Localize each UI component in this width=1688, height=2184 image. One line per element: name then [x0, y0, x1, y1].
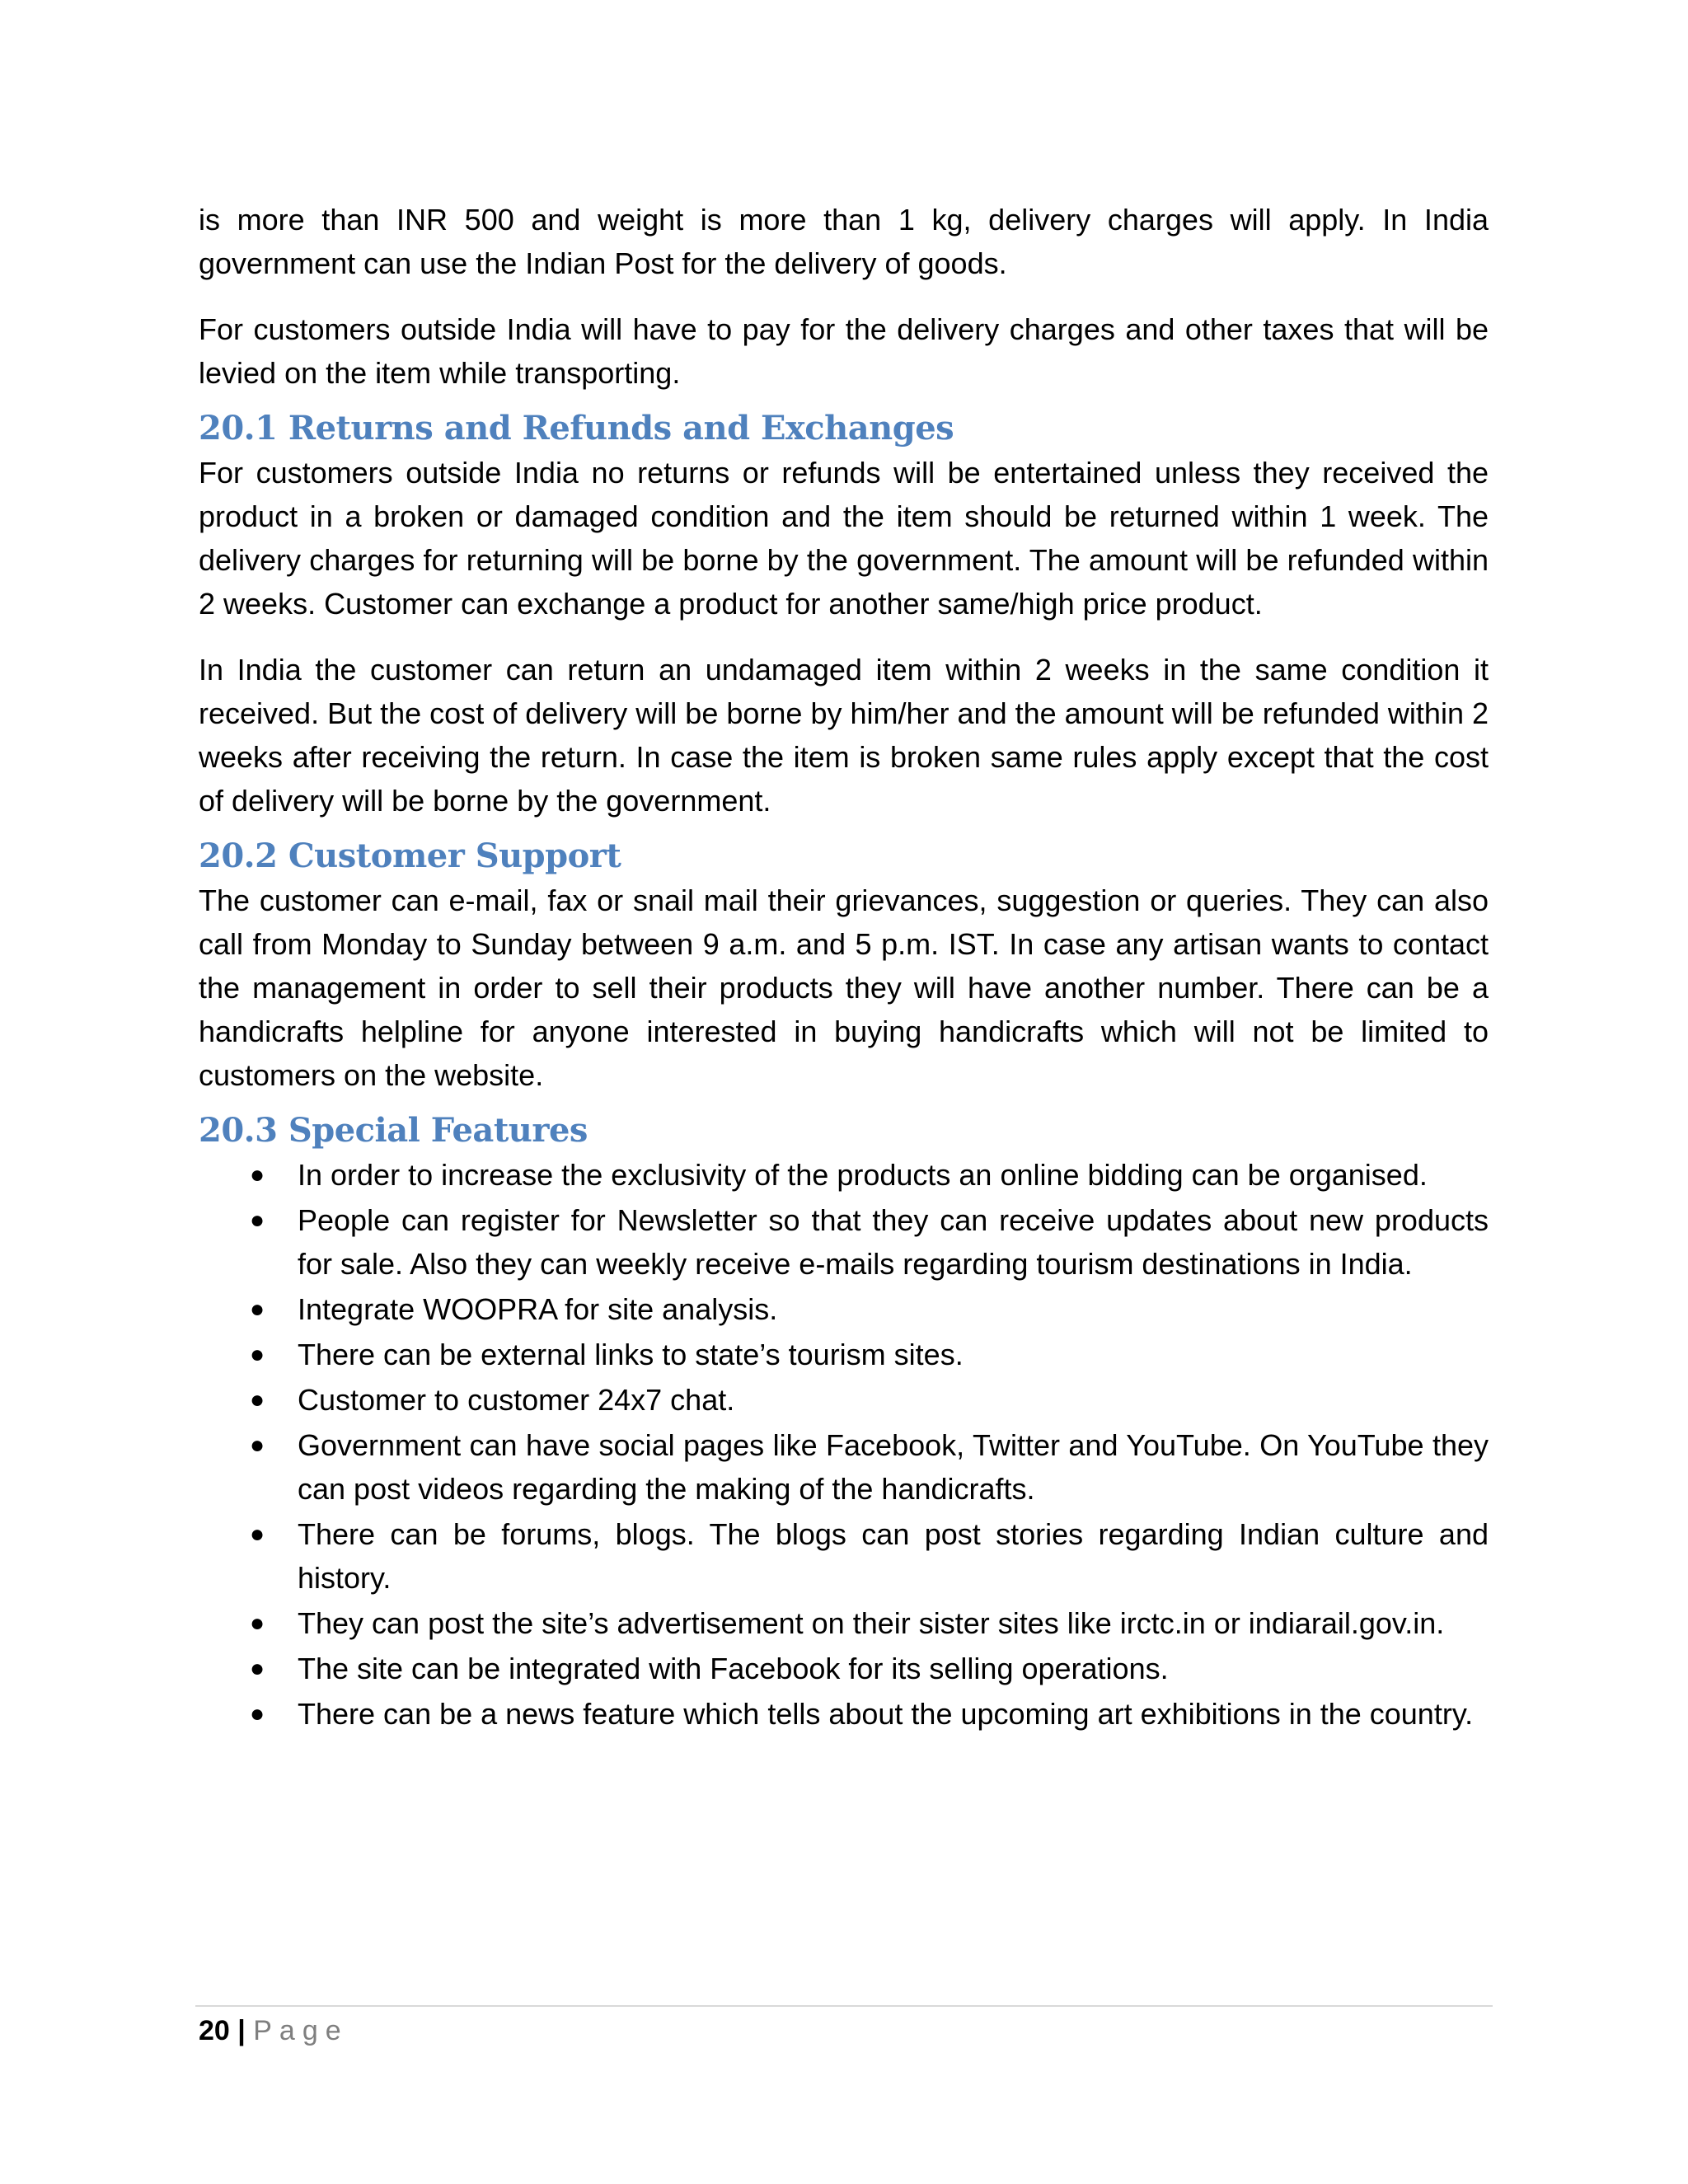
intro-paragraph-1: is more than INR 500 and weight is more than 1 kg, delivery charges will apply. In India government can use the Indian Post for the delivery of goods. — [199, 203, 1489, 280]
support-paragraph-1: The customer can e-mail, fax or snail mail their grievances, suggestion or queries. They can also call from Monday to Sunday between 9 a.m. and 5 p.m. IST. In case any artisan wants to contact the management in order to sell their products they will have another number. There can be a handicrafts helpline for anyone interested in buying handicrafts which will not be limited to customers on the website. — [199, 883, 1489, 1092]
page-footer — [199, 2011, 349, 2050]
bullet-icon: ● — [250, 1700, 265, 1727]
bullet-icon: ● — [250, 1161, 265, 1188]
bullet-icon: ● — [250, 1610, 265, 1637]
list-item — [199, 1153, 1489, 1197]
page-content — [199, 198, 1489, 1737]
section-customer-support — [199, 834, 1489, 1097]
bullet-icon: ● — [250, 1521, 265, 1548]
list-item — [199, 1601, 1489, 1645]
list-item — [199, 1287, 1489, 1331]
footer-separator: | — [237, 2015, 246, 2046]
list-item — [199, 1692, 1489, 1736]
bullet-icon: ● — [250, 1655, 265, 1682]
list-item-text: There can be forums, blogs. The blogs can post stories regarding Indian culture and history. — [298, 1517, 1489, 1595]
list-item — [199, 1423, 1489, 1511]
list-item — [199, 1198, 1489, 1286]
list-item-text: In order to increase the exclusivity of the products an online bidding can be organised. — [298, 1158, 1428, 1192]
bullet-icon: ● — [250, 1341, 265, 1368]
list-item — [199, 1378, 1489, 1422]
list-item-text: There can be a news feature which tells about the upcoming art exhibitions in the country. — [298, 1697, 1474, 1731]
section-returns — [199, 406, 1489, 823]
list-item — [199, 1647, 1489, 1690]
list-item-text: Government can have social pages like Facebook, Twitter and YouTube. On YouTube they can post videos regarding the making of the handicrafts. — [298, 1428, 1489, 1506]
returns-paragraph-2: In India the customer can return an undamaged item within 2 weeks in the same condition it received. But the cost of delivery will be borne by him/her and the amount will be refunded within 2 weeks after receiving the return. In case the item is broken same rules apply except that the cost of delivery will be borne by the government. — [199, 653, 1489, 818]
bullet-icon: ● — [250, 1207, 265, 1234]
section-heading-special-features: 20.3 Special Features — [199, 1111, 588, 1150]
returns-paragraph-1: For customers outside India no returns or refunds will be entertained unless they received the product in a broken or damaged condition and the item should be returned within 1 week. The delivery charges for returning will be borne by the government. The amount will be refunded within 2 weeks. Customer can exchange a product for another same/high price product. — [199, 456, 1489, 621]
list-item-text: There can be external links to state’s tourism sites. — [298, 1338, 964, 1371]
features-list — [199, 1153, 1489, 1736]
list-item-text: Integrate WOOPRA for site analysis. — [298, 1292, 778, 1326]
list-item-text: They can post the site’s advertisement on their sister sites like irctc.in or indiarail.gov.in. — [298, 1606, 1445, 1640]
list-item-text: The site can be integrated with Facebook for its selling operations. — [298, 1652, 1169, 1685]
bullet-icon: ● — [250, 1432, 265, 1459]
section-heading-customer-support: 20.2 Customer Support — [199, 837, 621, 875]
intro-paragraph-2: For customers outside India will have to pay for the delivery charges and other taxes that will be levied on the item while transporting. — [199, 312, 1489, 390]
page-label: Page — [253, 2015, 349, 2046]
section-heading-returns: 20.1 Returns and Refunds and Exchanges — [199, 409, 954, 448]
page-number: 20 — [199, 2015, 230, 2046]
list-item-text: People can register for Newsletter so that they can receive updates about new products for sale. Also they can weekly receive e-mails regarding tourism destinations in India. — [298, 1203, 1489, 1281]
section-special-features — [199, 1108, 1489, 1736]
list-item — [199, 1512, 1489, 1600]
footer-rule — [195, 2005, 1493, 2007]
list-item-text: Customer to customer 24x7 chat. — [298, 1383, 735, 1417]
bullet-icon: ● — [250, 1296, 265, 1323]
list-item — [199, 1333, 1489, 1376]
bullet-icon: ● — [250, 1386, 265, 1413]
